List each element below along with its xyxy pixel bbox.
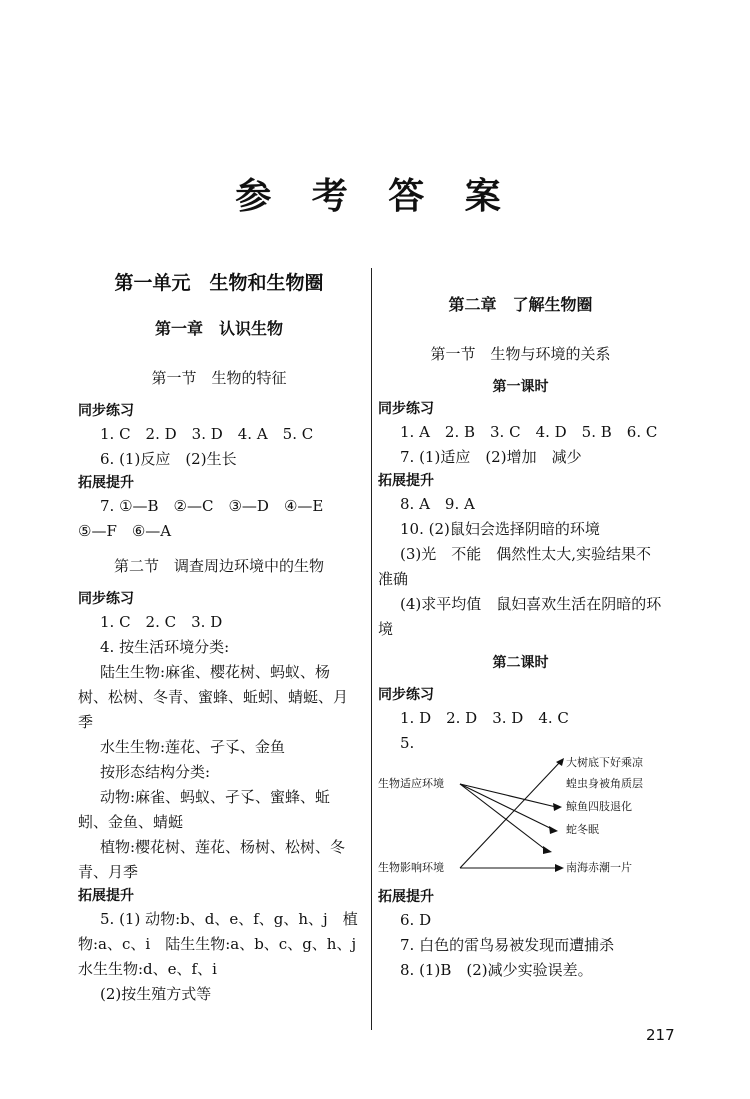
unit-heading: 第一单元 生物和生物圈	[114, 272, 324, 294]
answer-line: 6. (1)反应 (2)生长	[100, 450, 237, 468]
diagram-item: 蛇冬眠	[566, 823, 599, 836]
answer-line: (4)求平均值 鼠妇喜欢生活在阴暗的环境	[378, 595, 662, 638]
answer-line: 1. A 2. B 3. C 4. D 5. B 6. C	[400, 423, 658, 441]
diagram-label-affect: 生物影响环境	[378, 861, 444, 874]
answer-line: 水生生物:莲花、孑孓、金鱼	[100, 738, 286, 756]
answer-line: 10. (2)鼠妇会选择阴暗的环境	[400, 520, 600, 538]
diagram-label-adapt: 生物适应环境	[378, 777, 444, 790]
arrow-head	[549, 826, 558, 834]
answer-line: 7. (1)适应 (2)增加 减少	[400, 448, 582, 466]
answer-line: ⑤—F ⑥—A	[78, 522, 172, 540]
chapter-heading: 第一章 认识生物	[154, 319, 283, 338]
diagram-item: 鲸鱼四肢退化	[566, 800, 632, 813]
answer-line: (2)按生殖方式等	[100, 985, 212, 1003]
diagram-item: 南海赤潮一片	[566, 861, 632, 874]
match-line	[460, 784, 552, 829]
answer-line: 6. D	[400, 911, 432, 929]
extension-label: 拓展提升	[78, 888, 134, 904]
lesson-heading: 第一课时	[492, 379, 549, 395]
answer-line: 7. 白色的雷鸟易被发现而遭捕杀	[400, 936, 615, 954]
right-column	[378, 292, 663, 983]
answer-line: 5. (1) 动物:b、d、e、f、g、h、j 植物:a、c、i 陆生生物:a、b、c、g、h、j 水生生物:d、e、f、i	[78, 910, 372, 978]
left-column	[78, 268, 372, 1007]
extension-label: 拓展提升	[378, 889, 434, 905]
answer-line: (3)光 不能 偶然性太大,实验结果不准确	[378, 545, 652, 588]
practice-label: 同步练习	[78, 403, 134, 419]
answer-line: 按形态结构分类:	[100, 763, 211, 781]
page-number: 217	[646, 1026, 675, 1044]
answer-line: 7. ①—B ②—C ③—D ④—E	[100, 497, 324, 515]
practice-label: 同步练习	[378, 401, 434, 417]
page-title: 参 考 答 案	[235, 176, 515, 217]
extension-label: 拓展提升	[378, 473, 434, 489]
column-divider	[371, 268, 372, 1030]
answer-line: 8. (1)B (2)减少实验误差。	[400, 961, 593, 979]
arrow-head	[553, 803, 562, 811]
answer-line: 1. C 2. C 3. D	[100, 613, 223, 631]
extension-label: 拓展提升	[78, 475, 134, 491]
lesson-heading: 第二课时	[492, 655, 549, 671]
section-heading: 第一节 生物的特征	[151, 369, 287, 387]
answer-line: 8. A 9. A	[400, 495, 475, 513]
answer-line: 动物:麻雀、蚂蚁、孑孓、蜜蜂、蚯蚓、金鱼、蜻蜓	[78, 788, 331, 831]
practice-label: 同步练习	[378, 687, 434, 703]
matching-diagram	[378, 756, 663, 886]
practice-label: 同步练习	[78, 591, 134, 607]
answer-line: 陆生生物:麻雀、樱花树、蚂蚁、杨树、松树、冬青、蜜蜂、蚯蚓、蜻蜓、月季	[78, 663, 349, 731]
section-heading: 第二节 调查周边环境中的生物	[113, 557, 324, 575]
diagram-item: 大树底下好乘凉	[566, 756, 643, 769]
section-heading: 第一节 生物与环境的关系	[430, 345, 611, 363]
diagram-item: 蝗虫身被角质层	[566, 777, 643, 790]
arrow-head	[543, 846, 552, 854]
answer-line: 4. 按生活环境分类:	[100, 638, 230, 656]
answer-line: 植物:樱花树、莲花、杨树、松树、冬青、月季	[78, 838, 346, 881]
chapter-heading: 第二章 了解生物圈	[448, 295, 593, 314]
answer-line: 5.	[400, 734, 415, 752]
arrow-head	[555, 864, 564, 872]
answer-line: 1. C 2. D 3. D 4. A 5. C	[100, 425, 314, 443]
answer-line: 1. D 2. D 3. D 4. C	[400, 709, 569, 727]
